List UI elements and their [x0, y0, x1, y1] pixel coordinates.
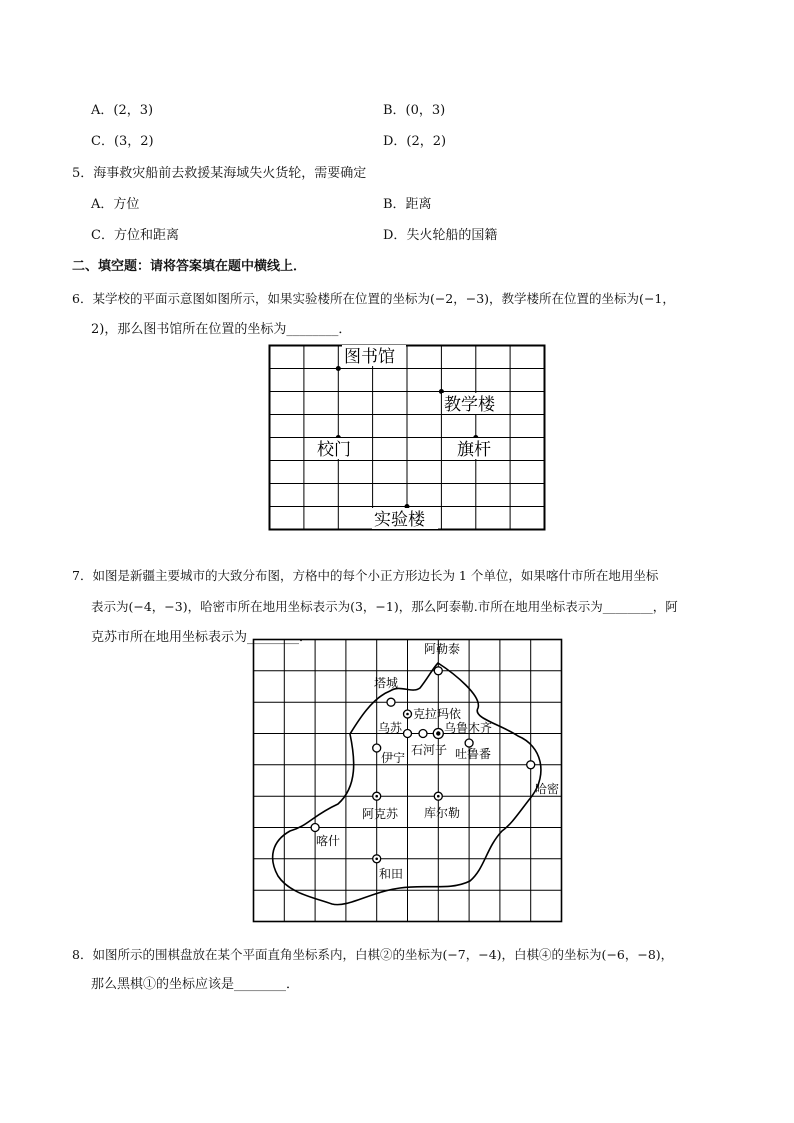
yining-label: 伊宁: [381, 751, 406, 765]
turpan-marker: [465, 739, 473, 747]
q8-line-2: 那么黑棋①的坐标应该是________．: [91, 977, 300, 992]
q7-line-3: 克苏市所在地用坐标表示为________．: [91, 630, 313, 645]
q6-line-1: 6．某学校的平面示意图如图所示，如果实验楼所在位置的坐标为(−2，−3)，教学楼所在位置的坐标为(−1，: [72, 291, 675, 306]
hami-label: 哈密: [535, 782, 560, 796]
library-label: 图书馆: [344, 347, 395, 367]
q5-option-b: B．距离: [383, 197, 432, 212]
hotan-label: 和田: [379, 867, 404, 881]
library-point: [336, 366, 341, 371]
school-map-figure: [262, 340, 552, 534]
tacheng-marker: [387, 698, 395, 706]
school-gate-label: 校门: [317, 440, 351, 460]
karamay-label: 克拉玛依: [413, 707, 462, 721]
school-map-grid: [270, 346, 545, 530]
yining-marker: [373, 744, 381, 752]
xinjiang-map-figure: [250, 636, 570, 926]
wusu-marker: [404, 730, 412, 738]
q5-option-d: D．失火轮船的国籍: [383, 228, 498, 243]
turpan-label: 吐鲁番: [455, 747, 492, 761]
wusu-label: 乌苏: [378, 721, 403, 735]
q6-line-2: 2)，那么图书馆所在位置的坐标为________．: [91, 322, 352, 337]
kashgar-label: 喀什: [316, 834, 341, 848]
aksu-label: 阿克苏: [362, 807, 399, 821]
xinjiang-border: [273, 663, 541, 905]
altay-marker: [434, 667, 442, 675]
q7-line-2: 表示为(−4，−3)，哈密市所在地用坐标表示为(3，−1)，那么阿泰勒.市所在地用坐标表示为________，阿: [91, 599, 678, 614]
q4-option-a: A．(2，3): [91, 103, 154, 118]
xinjiang-map-grid: [254, 640, 562, 922]
tacheng-label: 塔城: [374, 676, 399, 690]
korla-label: 库尔勒: [424, 806, 461, 820]
q5-stem: 5．海事救灾船前去救援某海域失火货轮，需要确定: [72, 166, 367, 181]
altay-label: 阿勒泰: [424, 642, 461, 656]
q8-line-1: 8．如图所示的围棋盘放在某个平面直角坐标系内，白棋②的坐标为(−7，−4)，白棋④的坐标为(−6，−8)，: [72, 947, 674, 962]
flagpole-label: 旗杆: [457, 440, 491, 460]
shihezi-marker: [419, 730, 427, 738]
q5-option-c: C．方位和距离: [91, 228, 179, 243]
q7-line-1: 7．如图是新疆主要城市的大致分布图，方格中的每个小正方形边长为 1 个单位，如果喀什市所在地用坐标: [72, 568, 659, 583]
q4-option-b: B．(0，3): [383, 103, 446, 118]
teaching-building-label: 教学楼: [444, 395, 495, 415]
urumqi-label: 乌鲁木齐: [444, 721, 493, 735]
shihezi-label: 石河子: [411, 743, 448, 757]
hami-marker: [527, 761, 535, 769]
lab-building-label: 实验楼: [374, 510, 425, 530]
q4-option-d: D．(2，2): [383, 134, 447, 149]
q4-option-c: C．(3，2): [91, 134, 154, 149]
q5-option-a: A．方位: [91, 197, 140, 212]
section-2-heading: 二、填空题：请将答案填在题中横线上．: [72, 259, 307, 274]
kashgar-marker: [311, 824, 319, 832]
